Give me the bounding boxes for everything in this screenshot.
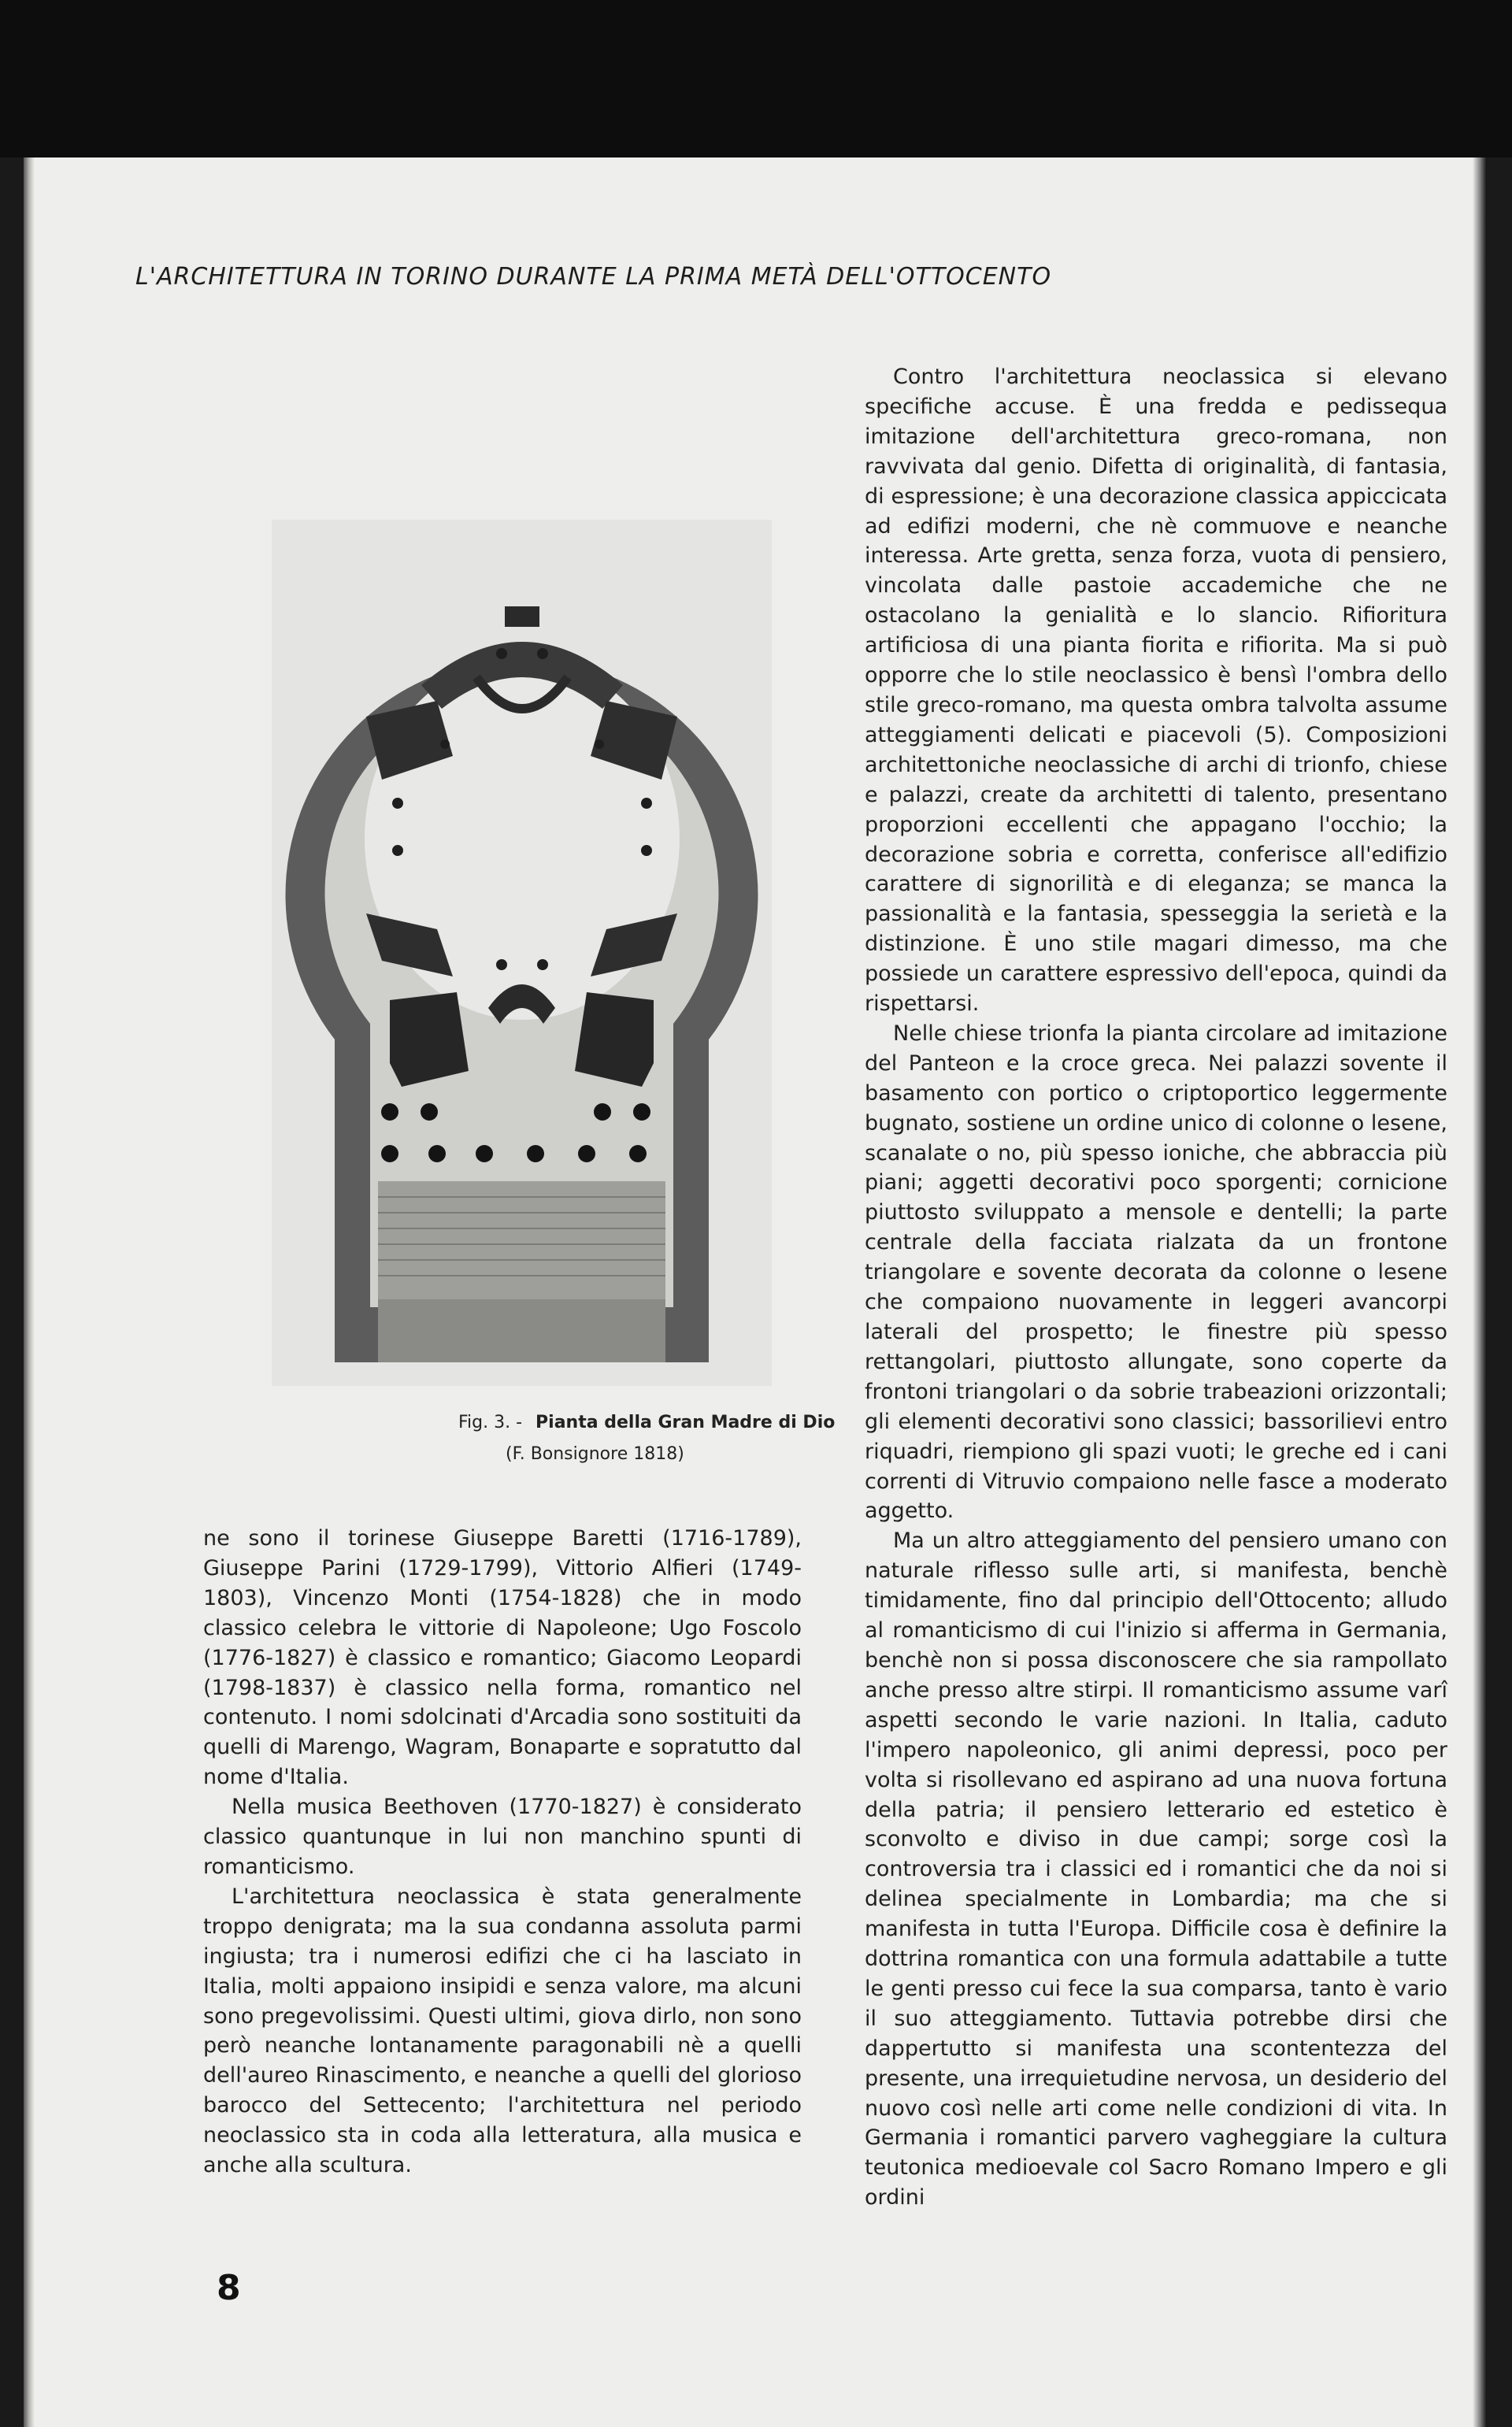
paragraph: Ma un altro atteggiamento del pensiero umano con naturale riflesso sulle arti, si manifesta, benchè timidamente, fino dal principio dell'Ottocento; alludo al romanticismo di cui l'inizio si afferma in Germania, benchè non si possa disconoscere che sia rampollato anche presso altre stirpi. Il romanticismo assume varî aspetti secondo le varie nazioni. In Italia, caduto l'impero napoleonico, gli animi depressi, poco per volta si risollevano ed aspirano ad una nuova fortuna della patria; il pensiero letterario ed estetico è sconvolto e diviso in due campi; sorge così la controversia tra i classici ed i romantici che da noi si delinea specialmente in Lombardia; ma che si manifesta in tutta l'Europa. Difficile cosa è definire la dottrina romantica con una formula adattabile a tutte le genti presso cui fece la sua comparsa, tanto è vario il suo atteggiamento. Tuttavia potrebbe dirsi che dappertutto si manifesta una scontentezza del presente, una irrequietudine nervosa, un desiderio del nuovo così nelle arti come nelle condizioni di vita. In Germania i romantici parvero vagheggiare la cultura teutonica medioevale col Sacro Romano Impero e gli ordini <box>865 1528 1447 2210</box>
left-text-column <box>203 1524 802 2181</box>
paragraph: Nelle chiese trionfa la pianta circolare ad imitazione del Panteon e la croce greca. Nei palazzi sovente il basamento con portico o criptoportico leggermente bugnato, sostiene un ordine unico di colonne o lesene, scanalate o no, più spesso ioniche, che abbraccia più piani; aggetti decorativi poco sporgenti; cornicione piuttosto sviluppato a mensole e dentelli; la parte centrale della facciata rialzata da un frontone triangolare e sovente decorata da colonne o lesene che compaiono nuovamente in leggeri avancorpi laterali del prospetto; le finestre più spesso rettangolari, piuttosto allungate, sono coperte da frontoni triangolari o da sobrie trabeazioni orizzontali; gli elementi decorativi sono classici; bassorilievi entro riquadri, riempiono gli spazi vuoti; le greche ed i cani correnti di Vitruvio compaiono nelle fasce a moderato aggetto. <box>865 1021 1447 1524</box>
page-left-shadow <box>24 157 35 2427</box>
figure-title: Pianta della Gran Madre di Dio <box>536 1413 836 1432</box>
floor-plan-figure <box>272 520 772 1386</box>
paragraph: Nella musica Beethoven (1770-1827) è considerato classico quantunque in lui non manchino spunti di romanticismo. <box>203 1795 802 1879</box>
figure-caption <box>458 1407 868 1470</box>
scan-top-border <box>0 0 1512 157</box>
paragraph: ne sono il torinese Giuseppe Baretti (1716-1789), Giuseppe Parini (1729-1799), Vittorio Alfieri (1749-1803), Vincenzo Monti (1754-1828) che in modo classico celebra le vittorie di Napoleone; Ugo Foscolo (1776-1827) è classico e romantico; Giacomo Leopardi (1798-1837) è classico nella forma, romantico nel contenuto. I nomi sdolcinati d'Arcadia sono sostituiti da quelli di Marengo, Wagram, Bonaparte e sopratutto dal nome d'Italia. <box>203 1526 802 1790</box>
paragraph: L'architettura neoclassica è stata generalmente troppo denigrata; ma la sua condanna assoluta parmi ingiusta; tra i numerosi edifizi che ci ha lasciato in Italia, molti appaiono insipidi e senza valore, ma alcuni sono pregevolissimi. Questi ultimi, giova dirlo, non sono però neanche lontanamente paragonabili nè a quelli dell'aureo Rinascimento, e neanche a quelli del glorioso barocco del Settecento; l'architettura nel periodo neoclassico sta in coda alla letteratura, alla musica e anche alla scultura. <box>203 1884 802 2178</box>
figure-number: Fig. 3. - <box>458 1413 523 1432</box>
paragraph: Contro l'architettura neoclassica si elevano specifiche accuse. È una fredda e pedissequa imitazione dell'architettura greco-romana, non ravvivata dal genio. Difetta di originalità, di fantasia, di espressione; è una decorazione classica appiccicata ad edifizi moderni, che nè commuove e neanche interessa. Arte gretta, senza forza, vuota di pensiero, vincolata dalle pastoie accademiche che ne ostacolano la genialità e lo slancio. Rifioritura artificiosa di una pianta fiorita e rifiorita. Ma si può opporre che lo stile neoclassico è bensì l'ombra dello stile greco-romano, ma questa ombra talvolta assume atteggiamenti delicati e piacevoli (5). Composizioni architettoniche neoclassiche di archi di trionfo, chiese e palazzi, create da architetti di talento, presentano proporzioni eccellenti che appagano l'occhio; la decorazione sobria e corretta, conferisce all'edifizio carattere di signorilità e di eleganza; se manca la passionalità e la fantasia, spesseggia la serietà e la distinzione. È uno stile magari dimesso, ma che possiede un carattere espressivo dell'epoca, quindi da rispettarsi. <box>865 365 1447 1017</box>
page-right-shadow <box>1473 157 1487 2427</box>
right-text-column <box>865 362 1447 2213</box>
running-head: L'ARCHITETTURA IN TORINO DURANTE LA PRIMA METÀ DELL'OTTOCENTO <box>135 263 1052 291</box>
floor-plan-drawing <box>272 520 772 1386</box>
page-number: 8 <box>217 2268 241 2308</box>
figure-credit: (F. Bonsignore 1818) <box>506 1444 684 1464</box>
